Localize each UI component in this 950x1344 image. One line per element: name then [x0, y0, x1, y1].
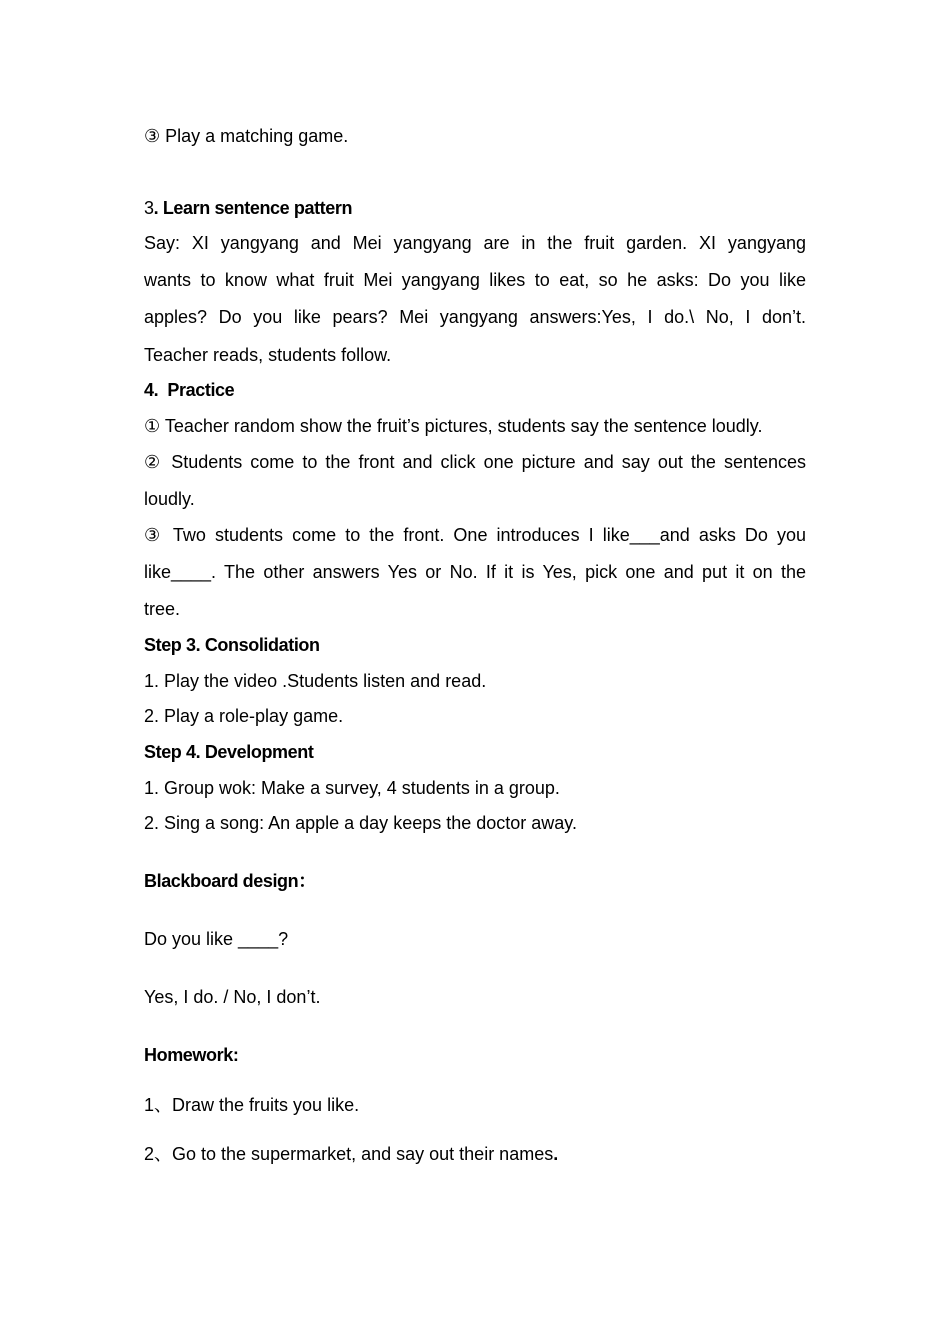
section3-heading	[144, 197, 806, 219]
blackboard-line-1: Do you like ____?	[144, 929, 289, 949]
step4-item-1: 1. Group wok: Make a survey, 4 students in a group.	[144, 778, 560, 798]
homework-item-2-text: 2、Go to the supermarket, and say out their names	[144, 1144, 554, 1164]
practice-heading: 4. Practice	[144, 380, 235, 400]
section3-heading-text: . Learn sentence pattern	[153, 198, 353, 218]
step3-heading: Step 3. Consolidation	[144, 635, 320, 655]
step4-item-2: 2. Sing a song: An apple a day keeps the doctor away.	[144, 813, 577, 833]
practice-item-2-line-2: loudly.	[144, 489, 195, 509]
step3-item-2: 2. Play a role-play game.	[144, 706, 344, 726]
section3-paragraph-line-2: wants to know what fruit Mei yangyang likes to eat, so he asks: Do you like	[144, 270, 806, 290]
practice-item-1: ① Teacher random show the fruit’s pictures, students say the sentence loudly.	[144, 416, 763, 436]
section3-heading-number: 3	[144, 198, 154, 218]
step2-item-3: ③ Play a matching game.	[144, 126, 349, 146]
homework-heading: Homework:	[144, 1045, 239, 1065]
blackboard-heading: Blackboard design：	[144, 871, 316, 891]
practice-item-3-line-2: like____. The other answers Yes or No. If it is Yes, pick one and put it on the	[144, 562, 806, 582]
practice-item-2-line-1: ② Students come to the front and click one picture and say out the sentences	[144, 452, 806, 472]
section3-paragraph-line-3: apples? Do you like pears? Mei yangyang answers:Yes, I do.\ No, I don’t.	[144, 307, 806, 327]
blackboard-line-2: Yes, I do. / No, I don’t.	[144, 987, 321, 1007]
homework-item-2-period: .	[553, 1144, 559, 1164]
section3-paragraph-line-1: Say: XI yangyang and Mei yangyang are in the fruit garden. XI yangyang	[144, 233, 806, 253]
practice-item-3-line-1: ③ Two students come to the front. One introduces I like___and asks Do you	[144, 525, 806, 545]
step3-item-1: 1. Play the video .Students listen and read.	[144, 671, 487, 691]
section3-paragraph-line-4: Teacher reads, students follow.	[144, 345, 392, 365]
homework-item-1: 1、Draw the fruits you like.	[144, 1095, 360, 1115]
practice-item-3-line-3: tree.	[144, 599, 181, 619]
step4-heading: Step 4. Development	[144, 742, 314, 762]
homework-item-2	[144, 1143, 806, 1165]
